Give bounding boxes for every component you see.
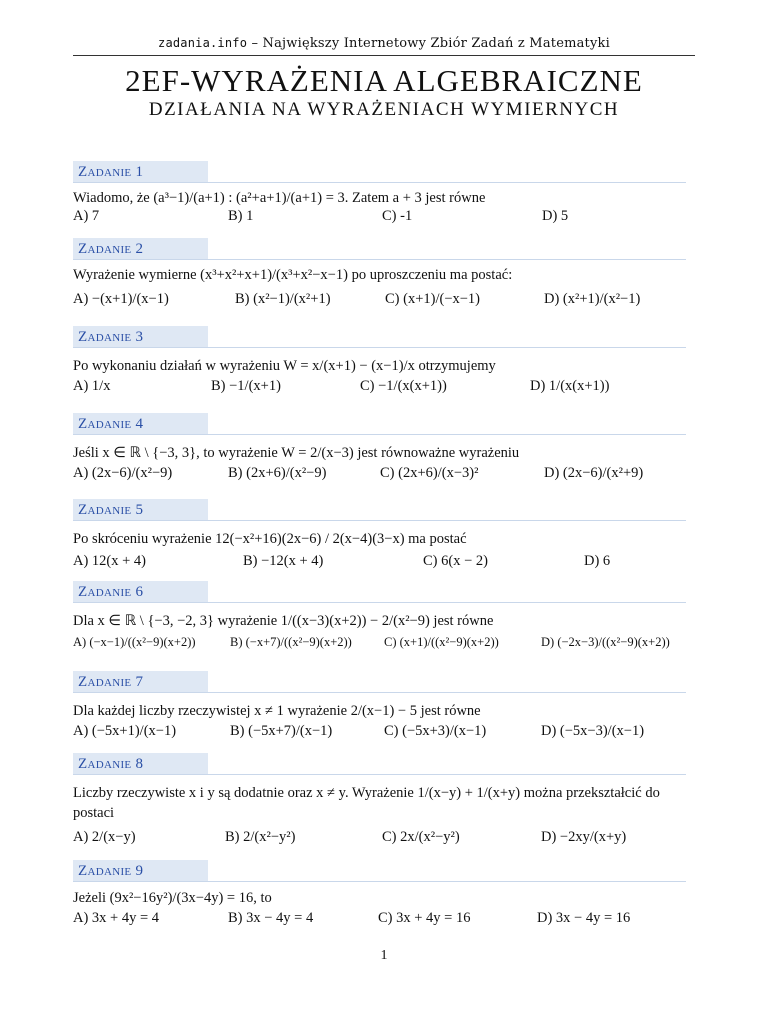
answer-d: D) 1/(x(x+1)): [530, 378, 610, 394]
task-1: [73, 161, 686, 230]
task-rule: [73, 881, 686, 882]
answer-d: D) 3x − 4y = 16: [537, 910, 631, 926]
answer-b: B) (x²−1)/(x²+1): [235, 291, 331, 307]
task-answers: [73, 723, 686, 745]
site-tagline: – Największy Internetowy Zbiór Zadań z Matematyki: [247, 36, 610, 51]
answer-a: A) −(x+1)/(x−1): [73, 291, 169, 307]
answer-c: C) 3x + 4y = 16: [378, 910, 471, 926]
answer-d: D) (−2x−3)/((x²−9)(x+2)): [541, 635, 670, 649]
task-6: [73, 581, 686, 657]
answer-c: C) (x+1)/(−x−1): [385, 291, 481, 307]
task-rule: [73, 520, 686, 521]
task-rule: [73, 774, 686, 775]
page-title: 2EF-WYRAŻENIA ALGEBRAICZNE: [125, 63, 643, 98]
task-answers: [73, 910, 686, 932]
page-subtitle: DZIAŁANIA NA WYRAŻENIACH WYMIERNYCH: [148, 99, 620, 120]
task-rule: [73, 692, 686, 693]
task-rule: [73, 602, 686, 603]
task-question: Dla każdej liczby rzeczywistej x ≠ 1 wyrażenie 2/(x−1) − 5 jest równe: [73, 703, 481, 719]
task-answers: [73, 553, 686, 575]
answer-c: C) (x+1)/((x²−9)(x+2)): [384, 635, 499, 649]
answer-b: B) 1: [228, 208, 254, 224]
answer-c: C) −1/(x(x+1)): [360, 378, 447, 394]
answer-b: B) −12(x + 4): [243, 553, 324, 569]
task-label: Zadanie 5: [73, 499, 208, 521]
task-answers: [73, 208, 686, 230]
task-2: [73, 238, 686, 313]
answer-d: D) −2xy/(x+y): [541, 829, 627, 845]
page-number: 1: [380, 948, 388, 963]
task-label: Zadanie 8: [73, 753, 208, 775]
answer-b: B) (−5x+7)/(x−1): [230, 723, 333, 739]
answer-b: B) −1/(x+1): [211, 378, 281, 394]
task-5: [73, 499, 686, 575]
task-9: [73, 860, 686, 932]
task-question: Jeżeli (9x²−16y²)/(3x−4y) = 16, to: [73, 890, 272, 906]
answer-a: A) 3x + 4y = 4: [73, 910, 160, 926]
task-label: Zadanie 9: [73, 860, 208, 882]
answer-d: D) (x²+1)/(x²−1): [544, 291, 641, 307]
task-question: Po skróceniu wyrażenie 12(−x²+16)(2x−6) / 2(x−4)(3−x) ma postać: [73, 531, 467, 547]
task-question: Liczby rzeczywiste x i y są dodatnie oraz x ≠ y. Wyrażenie 1/(x−y) + 1/(x+y) można przekształcić do postaci: [73, 785, 660, 821]
task-7: [73, 671, 686, 745]
answer-c: C) 6(x − 2): [423, 553, 488, 569]
answer-c: C) 2x/(x²−y²): [382, 829, 460, 845]
task-rule: [73, 259, 686, 260]
task-question: Wyrażenie wymierne (x³+x²+x+1)/(x³+x²−x−1) po uproszczeniu ma postać:: [73, 267, 513, 283]
task-question: Jeśli x ∈ ℝ \ {−3, 3}, to wyrażenie W = 2/(x−3) jest równoważne wyrażeniu: [73, 445, 520, 461]
task-rule: [73, 182, 686, 183]
header-rule: [73, 55, 695, 56]
answer-d: D) (2x−6)/(x²+9): [544, 465, 644, 481]
task-answers: [73, 829, 686, 851]
task-label: Zadanie 1: [73, 161, 208, 183]
task-label: Zadanie 6: [73, 581, 208, 603]
task-answers: [73, 465, 686, 487]
task-answers: [73, 635, 686, 657]
task-3: [73, 326, 686, 400]
task-answers: [73, 291, 686, 313]
answer-c: C) (2x+6)/(x−3)²: [380, 465, 479, 481]
task-label: Zadanie 4: [73, 413, 208, 435]
page-header: [73, 36, 695, 51]
answer-b: B) 3x − 4y = 4: [228, 910, 314, 926]
answer-a: A) 2/(x−y): [73, 829, 136, 845]
task-question: Wiadomo, że (a³−1)/(a+1) : (a²+a+1)/(a+1) = 3. Zatem a + 3 jest równe: [73, 190, 486, 206]
answer-b: B) (2x+6)/(x²−9): [228, 465, 327, 481]
answer-a: A) (2x−6)/(x²−9): [73, 465, 173, 481]
answer-c: C) -1: [382, 208, 413, 224]
answer-c: C) (−5x+3)/(x−1): [384, 723, 487, 739]
answer-d: D) (−5x−3)/(x−1): [541, 723, 645, 739]
task-4: [73, 413, 686, 487]
site-name[interactable]: zadania.info: [158, 36, 248, 50]
task-label: Zadanie 3: [73, 326, 208, 348]
task-question: Dla x ∈ ℝ \ {−3, −2, 3} wyrażenie 1/((x−3)(x+2)) − 2/(x²−9) jest równe: [73, 613, 494, 629]
answer-d: D) 6: [584, 553, 611, 569]
answer-a: A) (−x−1)/((x²−9)(x+2)): [73, 635, 196, 649]
answer-b: B) 2/(x²−y²): [225, 829, 296, 845]
answer-a: A) 12(x + 4): [73, 553, 147, 569]
task-answers: [73, 378, 686, 400]
task-rule: [73, 434, 686, 435]
answer-a: A) 1/x: [73, 378, 111, 394]
answer-a: A) 7: [73, 208, 100, 224]
task-8: [73, 753, 686, 851]
task-question: Po wykonaniu działań w wyrażeniu W = x/(x+1) − (x−1)/x otrzymujemy: [73, 358, 496, 374]
answer-a: A) (−5x+1)/(x−1): [73, 723, 177, 739]
task-label: Zadanie 7: [73, 671, 208, 693]
answer-b: B) (−x+7)/((x²−9)(x+2)): [230, 635, 352, 649]
task-rule: [73, 347, 686, 348]
answer-d: D) 5: [542, 208, 569, 224]
task-label: Zadanie 2: [73, 238, 208, 260]
